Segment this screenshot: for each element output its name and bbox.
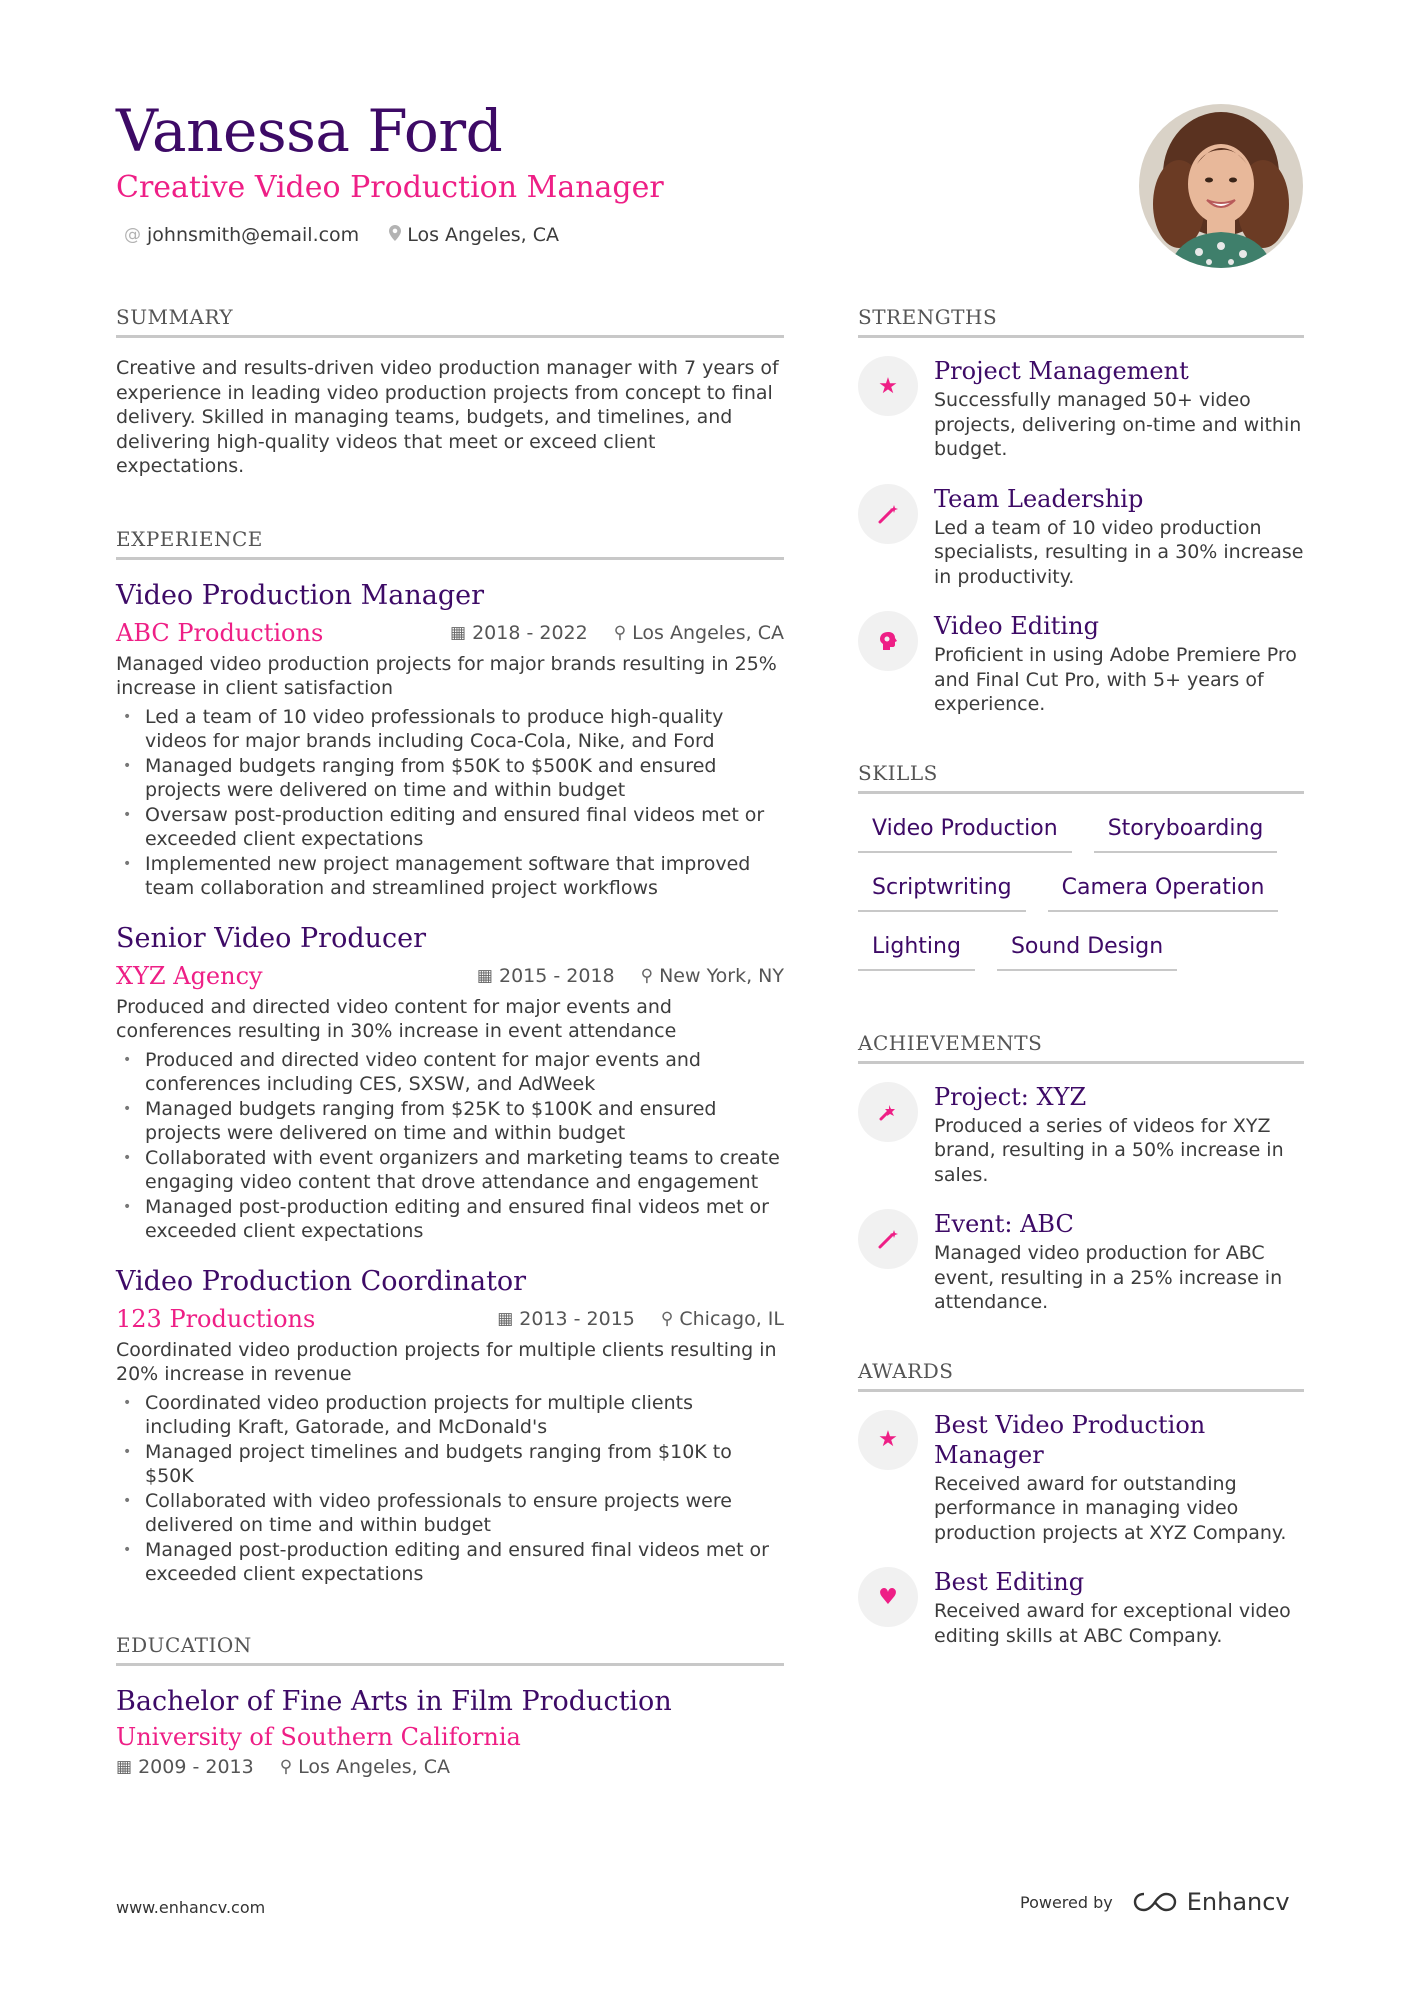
skill-tag: Storyboarding <box>1094 810 1278 853</box>
right-column <box>858 305 1304 1648</box>
strengths-section <box>858 305 1304 717</box>
enhancv-logo[interactable] <box>1133 1888 1290 1916</box>
job-location <box>614 622 784 644</box>
job-description: Managed video production projects for major brands resulting in 25% increase in client satisfaction <box>116 652 777 699</box>
award-item <box>858 1410 1304 1546</box>
achievements-heading: ACHIEVEMENTS <box>858 1031 1304 1064</box>
achievement-title: Project: XYZ <box>934 1082 1087 1111</box>
education-location <box>280 1756 450 1778</box>
skill-tag: Lighting <box>858 928 975 971</box>
job-description: Produced and directed video content for major events and conferences resulting in 30% increase in event attendance <box>116 995 677 1042</box>
star-icon: ★ <box>858 1410 918 1470</box>
location-pin-icon: ⚲ <box>660 1308 674 1329</box>
strength-item <box>858 356 1304 462</box>
skill-tag: Camera Operation <box>1048 869 1279 912</box>
location-pin-icon: ⚲ <box>640 965 654 986</box>
company-name: XYZ Agency <box>116 961 263 990</box>
dates-text: 2013 - 2015 <box>519 1307 635 1330</box>
resume-header <box>116 96 1116 246</box>
location-pin-icon: ⚲ <box>613 622 627 643</box>
skill-tag: Sound Design <box>997 928 1177 971</box>
achievement-desc: Managed video production for ABC event, resulting in a 25% increase in attendance. <box>934 1242 1283 1313</box>
calendar-icon: ▦ <box>116 1756 133 1777</box>
magic-wand-icon <box>858 1209 918 1269</box>
job-dates <box>450 622 588 644</box>
powered-by-text: Powered by <box>1020 1892 1113 1912</box>
experience-item <box>116 921 784 1244</box>
job-dates <box>477 965 615 987</box>
achievement-title: Event: ABC <box>934 1210 1074 1238</box>
bullet-item: • Implemented new project management software that improved team collaboration and streamlined project workflows <box>116 852 784 901</box>
strengths-heading: STRENGTHS <box>858 305 1304 338</box>
summary-heading: SUMMARY <box>116 305 784 338</box>
company-name: 123 Productions <box>116 1304 316 1333</box>
candidate-title: Creative Video Production Manager <box>116 170 664 205</box>
footer-website[interactable]: www.enhancv.com <box>116 1898 266 1917</box>
strength-desc: Successfully managed 50+ video projects, delivering on-time and within budget. <box>934 389 1302 460</box>
infinity-logo-icon <box>1133 1891 1177 1913</box>
dates-text: 2009 - 2013 <box>138 1755 254 1778</box>
location-text: New York, NY <box>659 964 784 987</box>
skills-heading: SKILLS <box>858 761 1304 794</box>
bullet-item: • Managed budgets ranging from $50K to $500K and ensured projects were delivered on time and within budget <box>116 754 784 803</box>
summary-text: Creative and results-driven video production manager with 7 years of experience in leading video production projects from concept to final delivery. Skilled in managing teams, budgets, and timelines, and delivering high-quality videos that meet or exceed client expectations. <box>116 357 779 477</box>
job-bullets <box>116 705 784 901</box>
job-bullets <box>116 1048 784 1244</box>
strength-title: Project Management <box>934 357 1189 385</box>
location-text: Los Angeles, CA <box>298 1755 450 1778</box>
magic-wand-icon <box>858 484 918 544</box>
location-pin-icon <box>389 225 401 246</box>
experience-heading: EXPERIENCE <box>116 527 784 560</box>
bullet-item: • Managed post-production editing and ensured final videos met or exceeded client expectations <box>116 1195 784 1244</box>
skill-tag: Video Production <box>858 810 1072 853</box>
profile-photo <box>1139 104 1303 268</box>
job-dates <box>497 1308 635 1330</box>
calendar-icon: ▦ <box>450 622 467 643</box>
location-text: Chicago, IL <box>679 1307 784 1330</box>
education-heading: EDUCATION <box>116 1633 784 1666</box>
left-column <box>116 305 784 1778</box>
dates-text: 2015 - 2018 <box>498 964 615 987</box>
job-location <box>661 1308 784 1330</box>
skills-list <box>858 810 1304 987</box>
summary-section <box>116 305 784 479</box>
at-sign-icon: @ <box>124 225 141 245</box>
dates-text: 2018 - 2022 <box>472 621 588 644</box>
location-contact <box>389 224 559 246</box>
award-title: Best Editing <box>934 1568 1085 1596</box>
brain-icon <box>858 611 918 671</box>
job-title: Senior Video Producer <box>116 922 427 954</box>
job-location <box>641 965 784 987</box>
job-title: Video Production Manager <box>116 579 484 611</box>
bullet-item: • Led a team of 10 video professionals to produce high-quality videos for major brands including Coca-Cola, Nike, and Ford <box>116 705 784 754</box>
achievement-desc: Produced a series of videos for XYZ brand, resulting in a 50% increase in sales. <box>934 1114 1284 1186</box>
calendar-icon: ▦ <box>497 1308 514 1329</box>
location-text: Los Angeles, CA <box>407 224 560 246</box>
award-desc: Received award for outstanding performance in managing video production projects at XYZ Company. <box>934 1472 1287 1544</box>
location-text: Los Angeles, CA <box>632 621 784 644</box>
footer-branding <box>1020 1888 1290 1916</box>
company-name: ABC Productions <box>116 618 324 647</box>
achievement-item <box>858 1209 1304 1315</box>
strength-title: Video Editing <box>934 612 1099 640</box>
email-contact[interactable] <box>124 224 359 246</box>
strength-title: Team Leadership <box>934 484 1144 513</box>
star-icon: ★ <box>858 356 918 416</box>
job-bullets <box>116 1391 784 1587</box>
experience-section <box>116 527 784 1587</box>
bullet-item: • Managed post-production editing and ensured final videos met or exceeded client expectations <box>116 1538 784 1587</box>
job-description: Coordinated video production projects for multiple clients resulting in 20% increase in revenue <box>116 1338 777 1385</box>
heart-icon: ♥ <box>858 1567 918 1627</box>
strength-desc: Proficient in using Adobe Premiere Pro and Final Cut Pro, with 5+ years of experience. <box>934 644 1297 715</box>
bullet-item: • Produced and directed video content for major events and conferences including CES, SXSW, and AdWeek <box>116 1048 784 1097</box>
education-section <box>116 1633 784 1778</box>
award-title: Best Video Production Manager <box>934 1410 1206 1469</box>
strength-desc: Led a team of 10 video production specialists, resulting in a 30% increase in productivity. <box>934 516 1304 588</box>
job-title: Video Production Coordinator <box>116 1265 527 1297</box>
achievement-item <box>858 1082 1304 1188</box>
candidate-name: Vanessa Ford <box>116 97 503 165</box>
awards-heading: AWARDS <box>858 1359 1304 1392</box>
bullet-item: • Collaborated with event organizers and marketing teams to create engaging video content that drove attendance and engagement <box>116 1146 784 1195</box>
calendar-icon: ▦ <box>476 965 493 986</box>
awards-section <box>858 1359 1304 1649</box>
bullet-item: • Coordinated video production projects for multiple clients including Kraft, Gatorade, and McDonald's <box>116 1391 784 1440</box>
school-name: University of Southern California <box>116 1722 521 1751</box>
skill-tag: Scriptwriting <box>858 869 1026 912</box>
hand-icon <box>858 1082 918 1142</box>
location-pin-icon: ⚲ <box>279 1756 293 1777</box>
experience-item <box>116 578 784 901</box>
education-dates <box>116 1756 254 1778</box>
strength-item <box>858 484 1304 590</box>
bullet-item: • Managed project timelines and budgets ranging from $10K to $50K <box>116 1440 784 1489</box>
award-item <box>858 1567 1304 1648</box>
email-text: johnsmith@email.com <box>147 224 360 246</box>
bullet-item: • Collaborated with video professionals to ensure projects were delivered on time and within budget <box>116 1489 784 1538</box>
bullet-item: • Managed budgets ranging from $25K to $100K and ensured projects were delivered on time and within budget <box>116 1097 784 1146</box>
experience-item <box>116 1264 784 1587</box>
strength-item <box>858 611 1304 717</box>
degree-title: Bachelor of Fine Arts in Film Production <box>116 1685 672 1717</box>
bullet-item: • Oversaw post-production editing and ensured final videos met or exceeded client expectations <box>116 803 784 852</box>
skills-section <box>858 761 1304 987</box>
award-desc: Received award for exceptional video editing skills at ABC Company. <box>934 1600 1291 1647</box>
achievements-section <box>858 1031 1304 1315</box>
contact-info <box>124 224 1116 246</box>
brand-name: Enhancv <box>1186 1888 1290 1916</box>
